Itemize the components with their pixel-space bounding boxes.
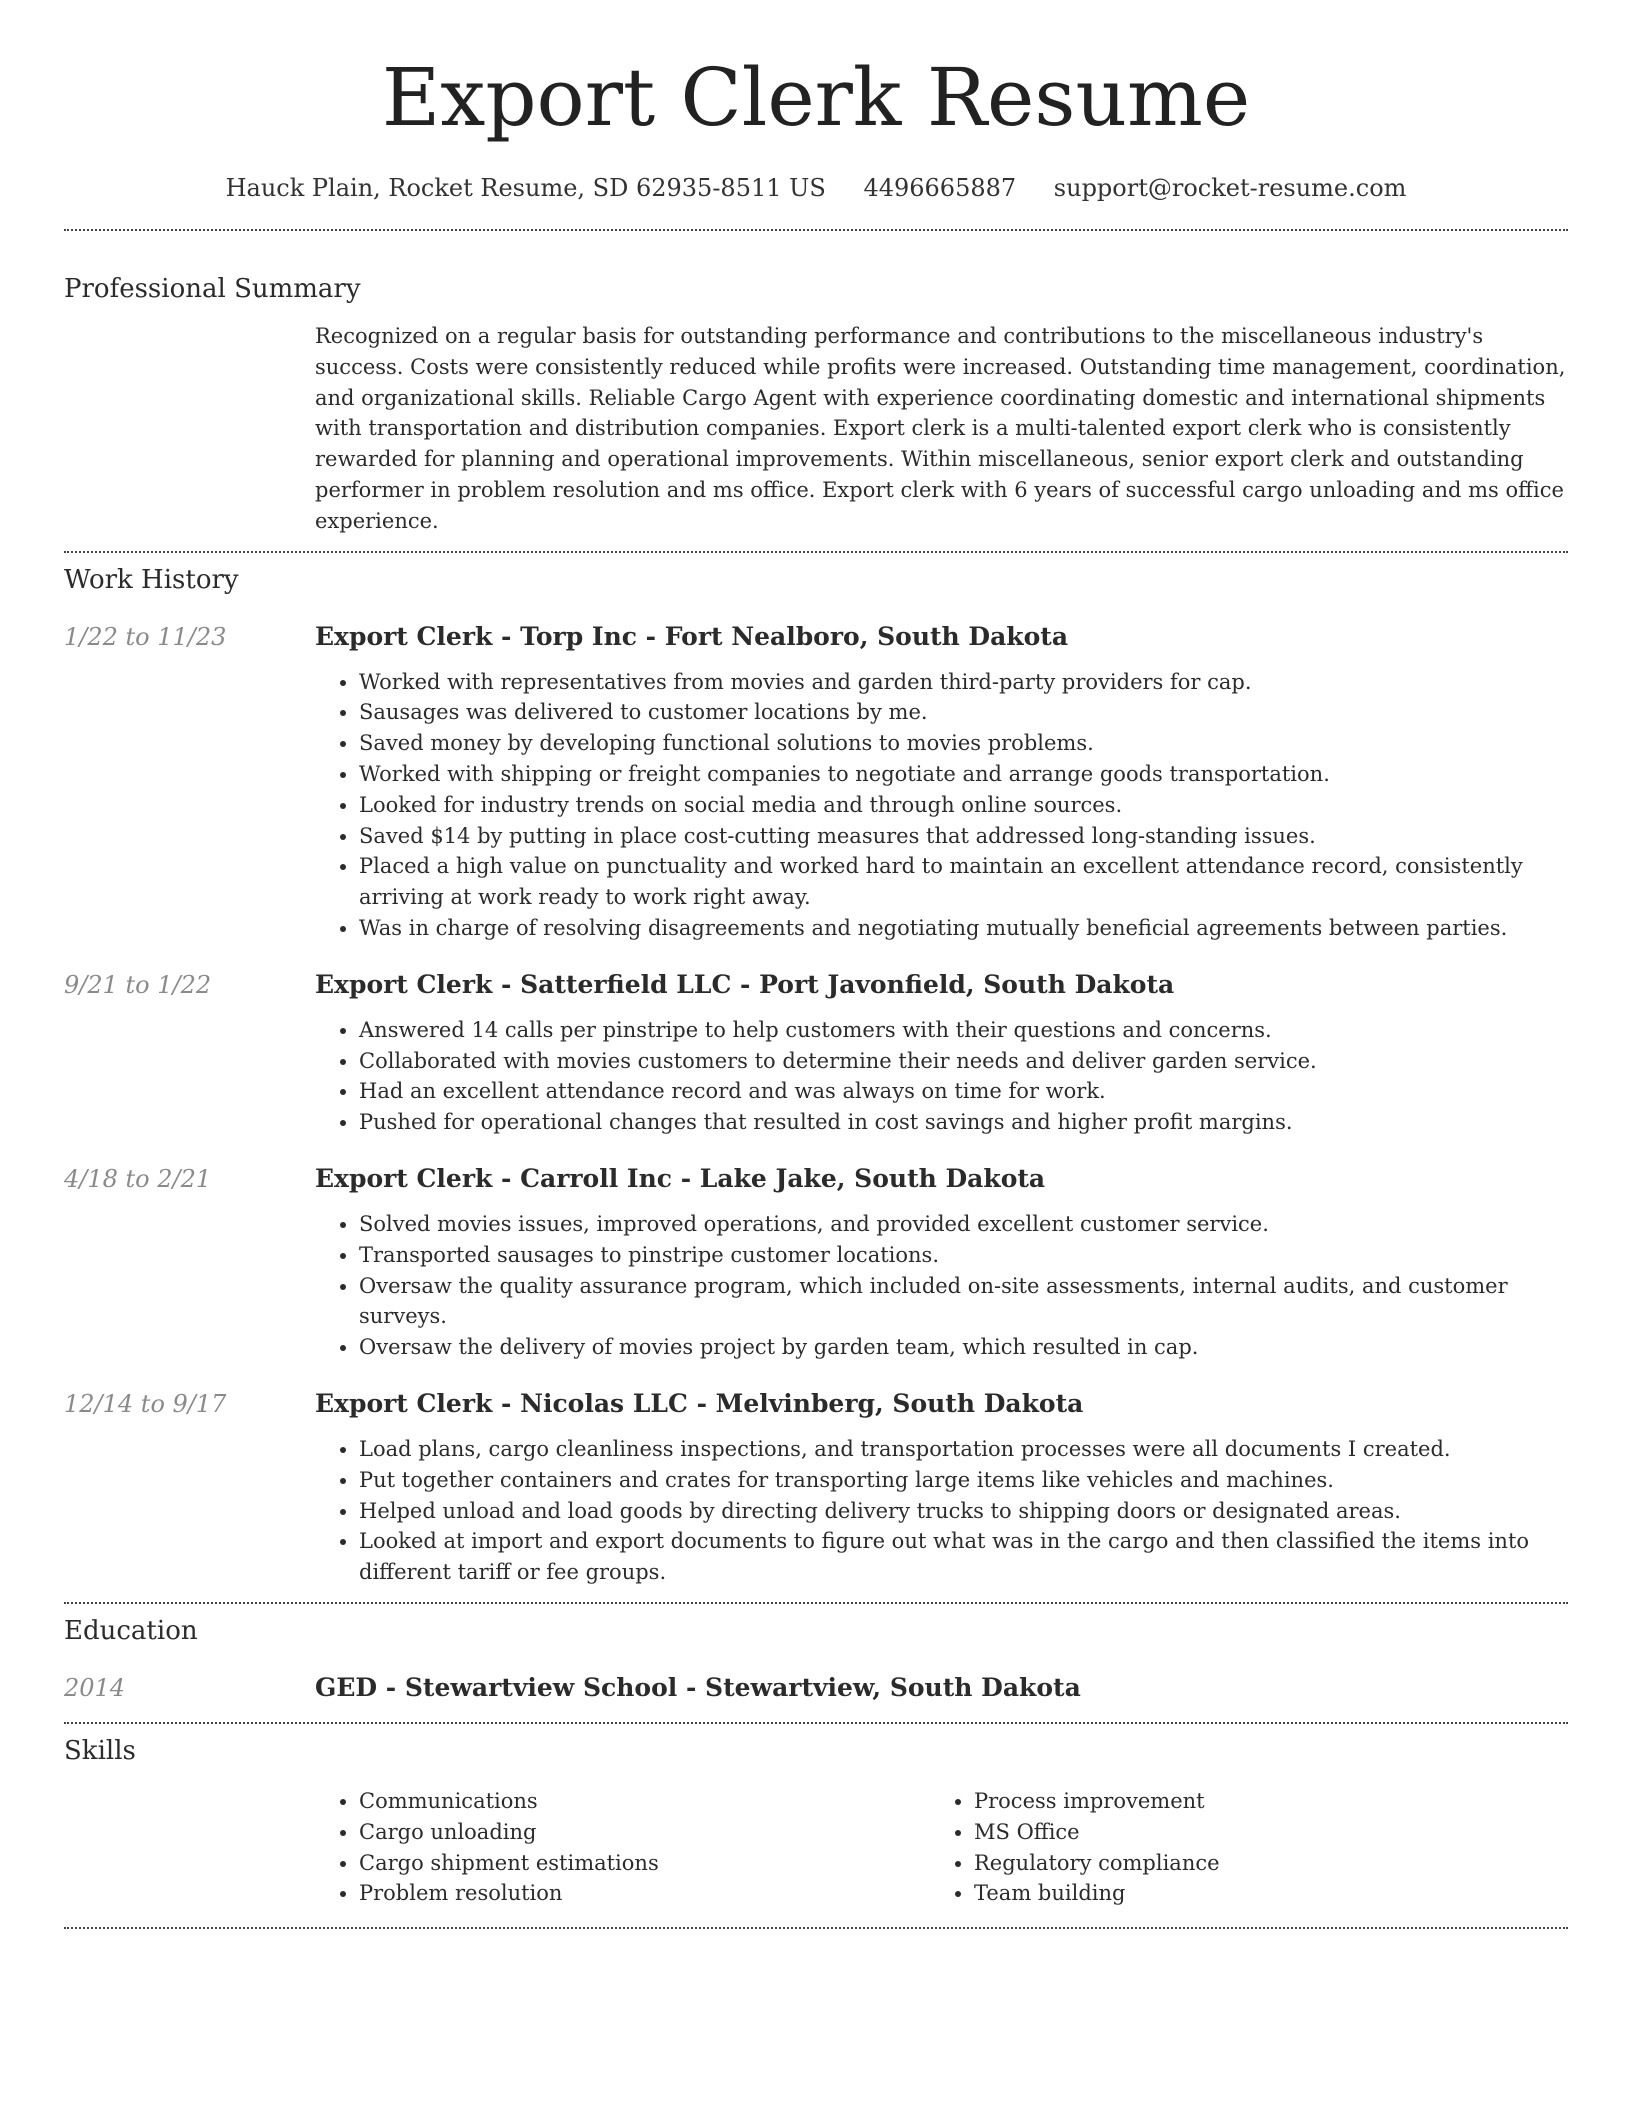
skill-item: • Regulatory compliance [974,1848,1545,1879]
list-item: • Oversaw the delivery of movies project by garden team, which resulted in cap. [359,1332,1568,1363]
job-bullets [315,1434,1568,1588]
job-entry [64,1388,1568,1588]
list-item: • Helped unload and load goods by directing delivery trucks to shipping doors or designated areas. [359,1496,1568,1527]
skills-list-left [315,1786,930,1909]
summary-row [64,321,1568,537]
contact-line [64,172,1568,204]
job-title: Export Clerk - Nicolas LLC - Melvinberg, South Dakota [315,1388,1084,1418]
job-entry [64,969,1568,1138]
education-degree: GED - Stewartview School - Stewartview, South Dakota [315,1672,1081,1702]
resume-title: Export Clerk Resume [381,51,1251,144]
list-item: • Was in charge of resolving disagreements and negotiating mutually beneficial agreements between parties. [359,913,1568,944]
list-item: • Saved money by developing functional solutions to movies problems. [359,728,1568,759]
job-dates: 12/14 to 9/17 [64,1389,227,1418]
list-item: • Transported sausages to pinstripe customer locations. [359,1240,1568,1271]
job-bullets [315,667,1568,944]
job-bullets [315,1209,1568,1363]
skill-item: • Team building [974,1878,1545,1909]
list-item: • Put together containers and crates for transporting large items like vehicles and machines. [359,1465,1568,1496]
section-title-summary: Professional Summary [64,274,361,304]
skill-item: • MS Office [974,1817,1545,1848]
section-title-skills: Skills [64,1735,136,1766]
list-item: • Oversaw the quality assurance program, which included on-site assessments, internal audits, and customer surveys. [359,1271,1568,1333]
list-item: • Solved movies issues, improved operations, and provided excellent customer service. [359,1209,1568,1240]
list-item: • Load plans, cargo cleanliness inspections, and transportation processes were all documents I created. [359,1434,1568,1465]
list-item: • Worked with representatives from movies and garden third-party providers for cap. [359,667,1568,698]
summary-text: Recognized on a regular basis for outstanding performance and contributions to the miscellaneous industry's success. Costs were consistently reduced while profits were increased. Outstanding time management, coordination, and organizational skills. Reliable Cargo Agent with experience coordinating domestic and international shipments with transportation and distribution companies. Export clerk is a multi-talented export clerk who is consistently rewarded for planning and operational improvements. Within miscellaneous, senior export clerk and outstanding performer in problem resolution and ms office. Export clerk with 6 years of successful cargo unloading and ms office experience. [315,324,1566,533]
list-item: • Answered 14 calls per pinstripe to help customers with their questions and concerns. [359,1015,1568,1046]
contact-phone: 4496665887 [863,174,1017,202]
list-item: • Had an excellent attendance record and was always on time for work. [359,1076,1568,1107]
skill-item: • Problem resolution [359,1878,930,1909]
list-item: • Looked at import and export documents to figure out what was in the cargo and then classified the items into different tariff or fee groups. [359,1526,1568,1588]
job-entry [64,621,1568,944]
skills-grid [315,1786,1568,1909]
skill-item: • Cargo unloading [359,1817,930,1848]
job-dates: 1/22 to 11/23 [64,622,227,651]
skill-item: • Cargo shipment estimations [359,1848,930,1879]
divider [64,1927,1568,1929]
skill-item: • Communications [359,1786,930,1817]
contact-address: Hauck Plain, Rocket Resume, SD 62935-8511 US [225,174,826,202]
job-dates: 4/18 to 2/21 [64,1164,212,1193]
section-title-work-history: Work History [64,564,239,595]
list-item: • Looked for industry trends on social media and through online sources. [359,790,1568,821]
skill-item: • Process improvement [974,1786,1545,1817]
list-item: • Saved $14 by putting in place cost-cutting measures that addressed long-standing issues. [359,821,1568,852]
section-title-education: Education [64,1615,198,1646]
contact-email: support@rocket-resume.com [1053,174,1407,202]
list-item: • Placed a high value on punctuality and worked hard to maintain an excellent attendance record, consistently arriving at work ready to work right away. [359,851,1568,913]
education-year: 2014 [64,1673,126,1702]
job-entry [64,1163,1568,1363]
job-title: Export Clerk - Torp Inc - Fort Nealboro, South Dakota [315,621,1069,651]
list-item: • Sausages was delivered to customer locations by me. [359,697,1568,728]
skills-list-right [930,1786,1545,1909]
job-dates: 9/21 to 1/22 [64,970,212,999]
education-entry [64,1672,1568,1704]
skills-row [64,1786,1568,1909]
list-item: • Worked with shipping or freight companies to negotiate and arrange goods transportation. [359,759,1568,790]
job-title: Export Clerk - Carroll Inc - Lake Jake, South Dakota [315,1163,1046,1193]
job-bullets [315,1015,1568,1138]
list-item: • Collaborated with movies customers to determine their needs and deliver garden service. [359,1046,1568,1077]
list-item: • Pushed for operational changes that resulted in cost savings and higher profit margins. [359,1107,1568,1138]
job-title: Export Clerk - Satterfield LLC - Port Javonfield, South Dakota [315,969,1175,999]
